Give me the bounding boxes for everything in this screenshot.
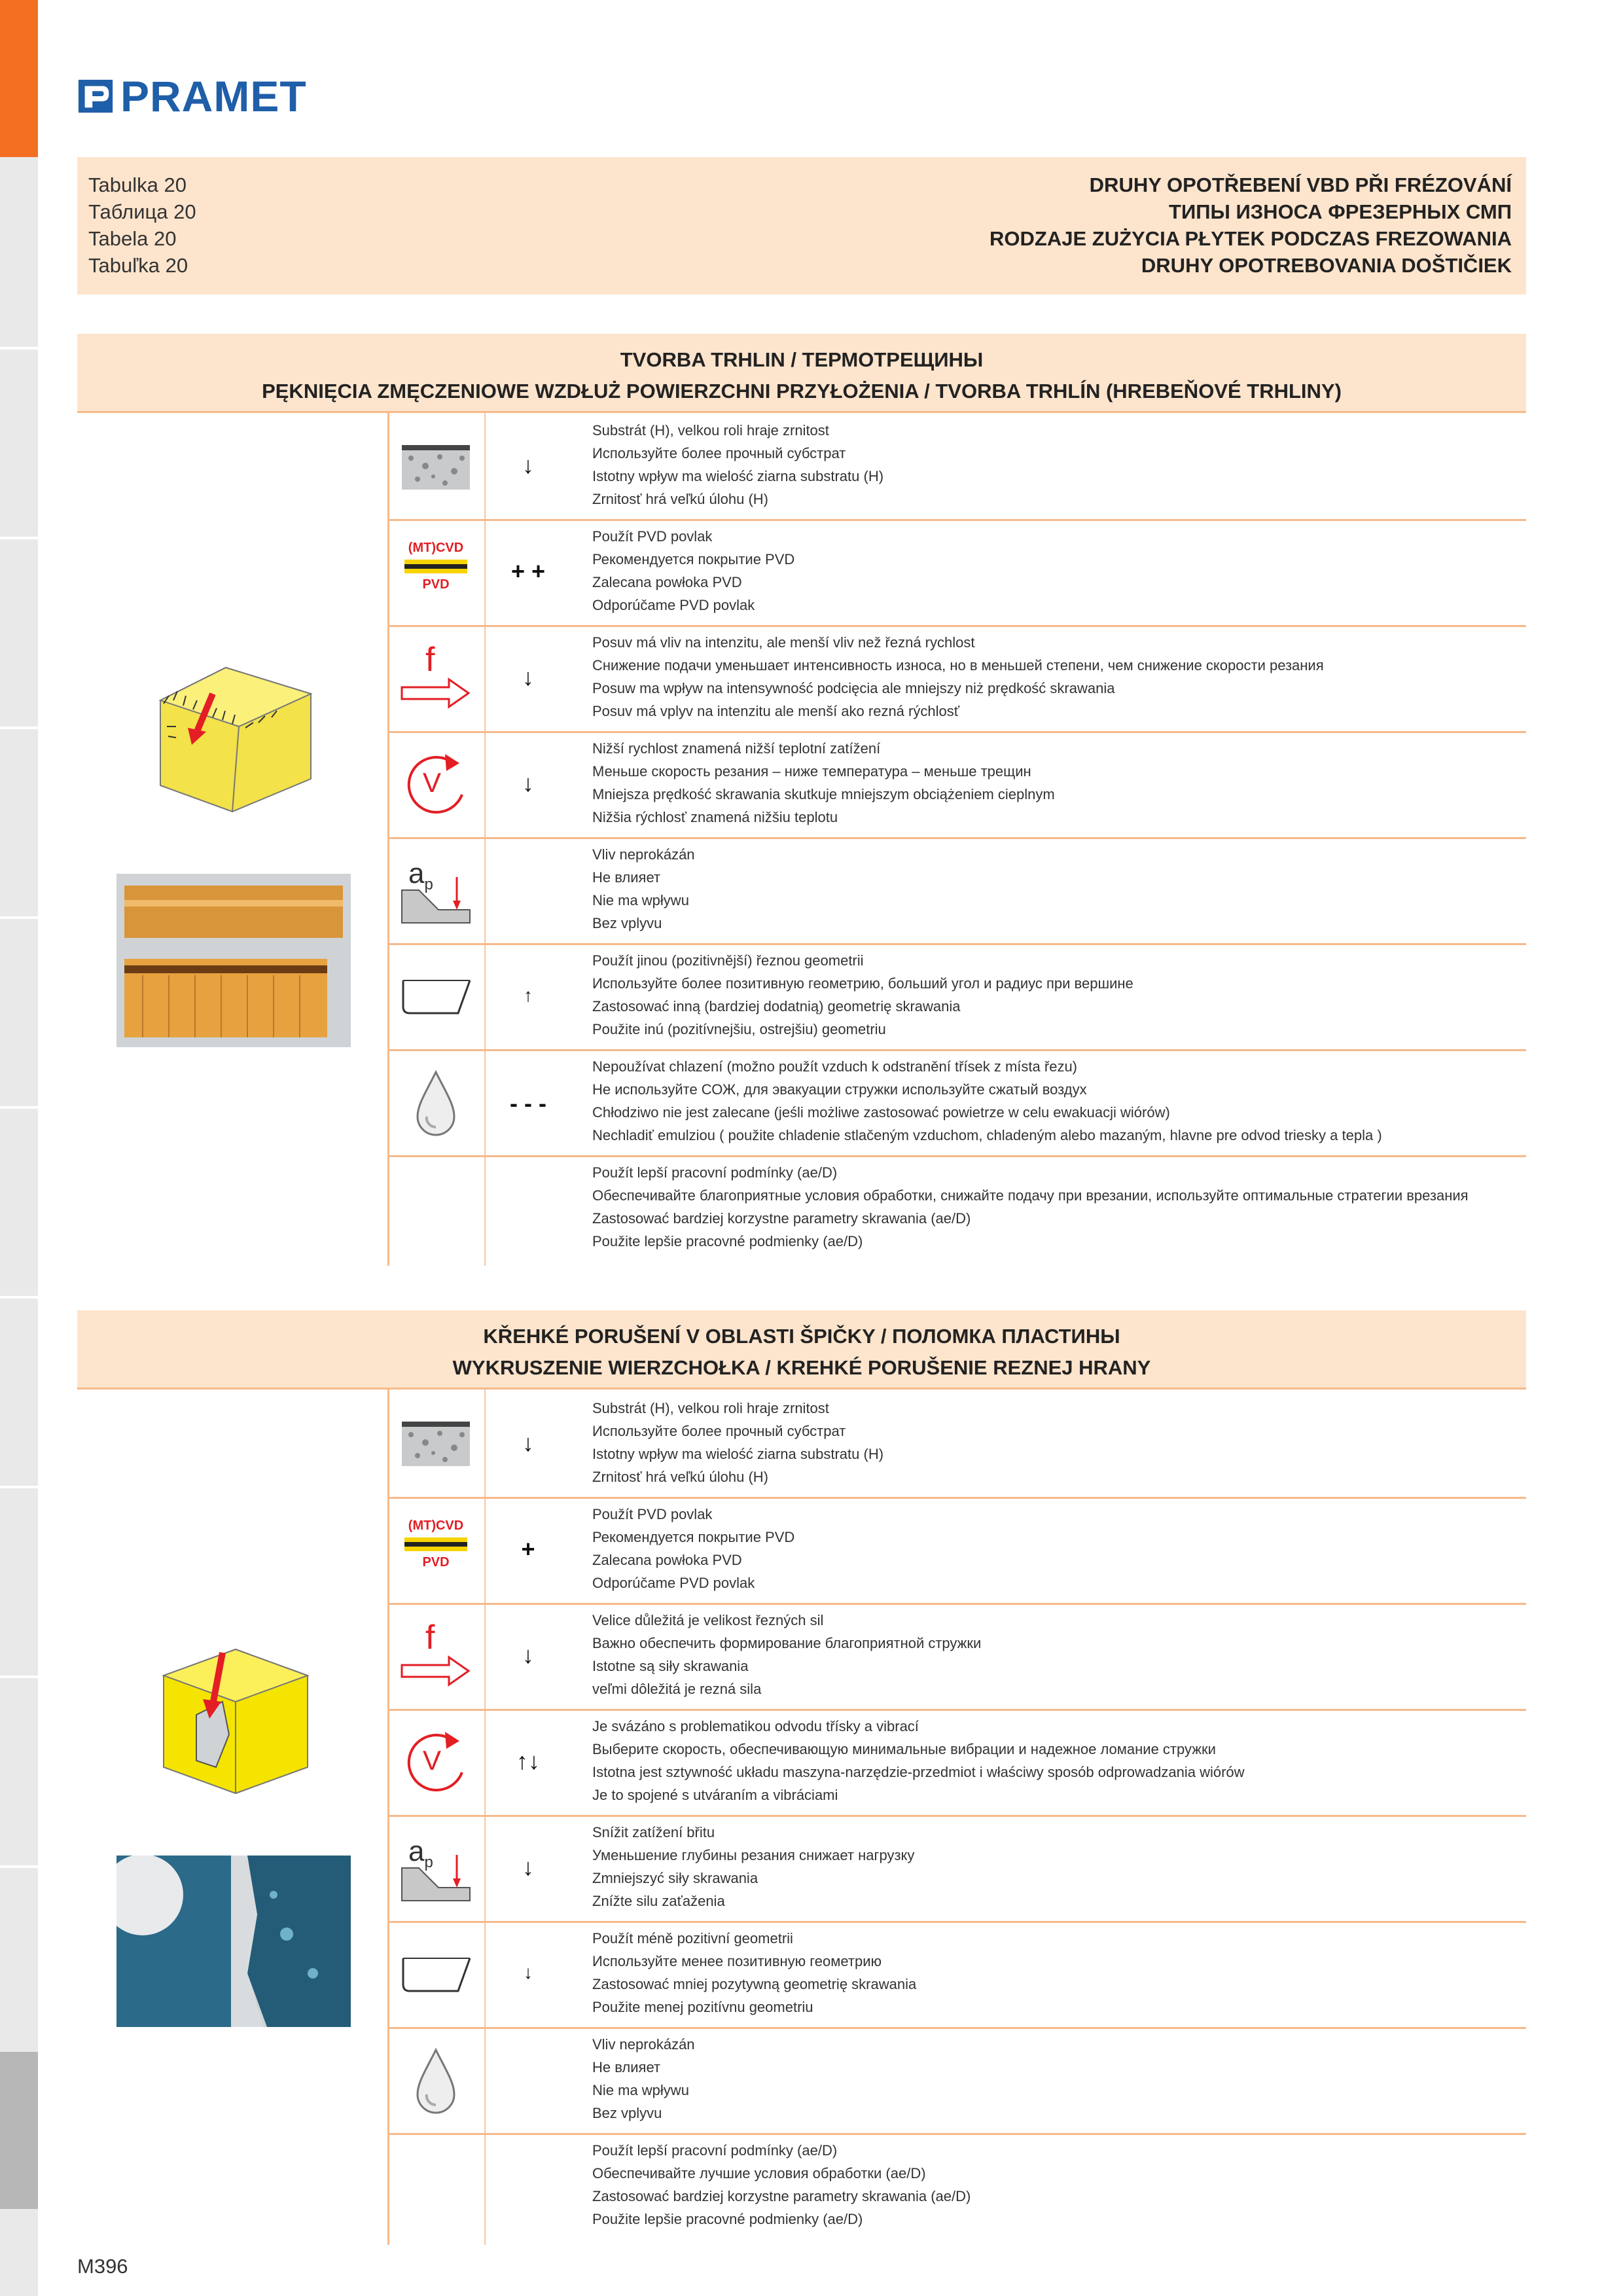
page-title-ru: ТИПЫ ИЗНОСА ФРЕЗЕРНЫХ СМП xyxy=(1169,200,1512,223)
coating-label-pvd: PVD xyxy=(422,577,450,592)
row-text-cs: Velice důležitá je velikost řezných sil xyxy=(592,1612,824,1628)
speed-label: V xyxy=(423,1745,442,1776)
row-text xyxy=(592,1161,1469,1253)
table-number xyxy=(88,171,196,279)
row-text-sk: Použite lepšie pracovné podmienky (ae/D) xyxy=(592,1233,863,1249)
row-text xyxy=(592,1715,1245,1806)
arrow-right-icon xyxy=(399,677,473,709)
row-text xyxy=(592,949,1133,1041)
row-divider xyxy=(387,1049,1526,1051)
row-text-sk: Posuv má vplyv na intenzitu ale menší ako rezná rýchlosť xyxy=(592,703,959,719)
row-text xyxy=(592,631,1324,723)
recommendation-symbol: + + xyxy=(510,558,546,584)
row-text-cs: Substrát (H), velkou roli hraje zrnitost xyxy=(592,422,829,439)
row-text-sk: Bez vplyvu xyxy=(592,915,662,931)
coating-label-cvd: (MT)CVD xyxy=(408,541,464,555)
table-column-divider xyxy=(484,412,486,1266)
side-divider xyxy=(0,347,38,350)
recommendation-symbol: ↓ xyxy=(522,1854,534,1880)
row-text-pl: Zastosować bardziej korzystne parametry skrawania (ae/D) xyxy=(592,2188,971,2204)
side-divider xyxy=(0,1486,38,1488)
row-text-sk: Použite menej pozitívnu geometriu xyxy=(592,1999,813,2015)
row-text-cs: Použít lepší pracovní podmínky (ae/D) xyxy=(592,2142,838,2159)
row-text-cs: Použít lepší pracovní podmínky (ae/D) xyxy=(592,1164,838,1181)
row-text xyxy=(592,1821,914,1912)
row-divider xyxy=(387,2133,1526,2135)
row-text xyxy=(592,2033,695,2125)
page-title-sk: DRUHY OPOTREBOVANIA DOŠTIČIEK xyxy=(1141,254,1512,277)
depth-of-cut-icon xyxy=(399,1829,473,1902)
depth-label: a xyxy=(408,857,425,889)
section-title: KŘEHKÉ PORUŠENÍ V OBLASTI ŠPIČKY / ПОЛОМКА ПЛАСТИНЫ xyxy=(483,1325,1120,1348)
page-title xyxy=(990,171,1512,279)
row-text-pl: Nie ma wpływu xyxy=(592,2082,689,2098)
substrate-grain-icon xyxy=(399,432,473,505)
row-text-cs: Použít méně pozitivní geometrii xyxy=(592,1930,793,1946)
row-text-ru: Используйте менее позитивную геометрию xyxy=(592,1953,882,1969)
row-text-sk: Je to spojené s utváraním a vibráciami xyxy=(592,1787,838,1803)
row-text xyxy=(592,1503,794,1594)
row-text xyxy=(592,525,794,617)
row-text-cs: Vliv neprokázán xyxy=(592,2036,695,2053)
row-text-cs: Posuv má vliv na intenzitu, ale menší vliv než řezná rychlost xyxy=(592,634,975,651)
row-text xyxy=(592,1927,916,2018)
row-text-sk: veľmi dôležitá je rezná sila xyxy=(592,1681,762,1697)
row-text-pl: Zalecana powłoka PVD xyxy=(592,1552,742,1568)
recommendation-symbol: ↓ xyxy=(522,770,534,797)
row-text-cs: Nižší rychlost znamená nižší teplotní zatížení xyxy=(592,740,881,757)
brand-name: PRAMET xyxy=(120,72,307,120)
table-number-ru: Таблица 20 xyxy=(88,200,196,223)
section-subtitle: WYKRUSZENIE WIERZCHOŁKA / KREHKÉ PORUŠENIE REZNEJ HRANY xyxy=(452,1356,1151,1379)
row-text-ru: Не используйте СОЖ, для эвакуации стружки используйте сжатый воздух xyxy=(592,1081,1087,1098)
brand-logo xyxy=(77,73,307,119)
table-number-sk: Tabuľka 20 xyxy=(88,254,188,277)
recommendation-symbol: ↑ xyxy=(524,985,533,1005)
table-column-divider xyxy=(484,1389,486,2245)
recommendation-symbol: - - - xyxy=(510,1090,546,1117)
divider xyxy=(77,1388,1526,1390)
row-text-sk: Odporúčame PVD povlak xyxy=(592,597,755,613)
table-left-border xyxy=(387,412,389,1266)
row-divider xyxy=(387,1155,1526,1157)
section-title-band xyxy=(77,334,1526,411)
coolant-drop-icon xyxy=(399,2045,473,2118)
edge-chipping-photo xyxy=(116,1856,351,2027)
row-divider xyxy=(387,837,1526,839)
row-text-cs: Snížit zatížení břitu xyxy=(592,1824,715,1840)
row-divider xyxy=(387,1921,1526,1923)
geometry-icon xyxy=(399,1939,473,2012)
row-text-cs: Nepoužívat chlazení (možno použít vzduch k odstranění třísek z místa řezu) xyxy=(592,1058,1078,1075)
row-text-pl: Mniejsza prędkość skrawania skutkuje mniejszym obciążeniem cieplnym xyxy=(592,786,1055,802)
side-divider xyxy=(0,916,38,919)
depth-sub-label: p xyxy=(424,875,433,893)
coating-pvd-icon xyxy=(399,537,473,610)
side-tab-section xyxy=(0,2052,38,2209)
row-text-sk: Použite lepšie pracovné podmienky (ae/D) xyxy=(592,2211,863,2227)
row-text-ru: Обеспечивайте благоприятные условия обработки, снижайте подачу при врезании, используйте оптимальные стратегии врезания xyxy=(592,1187,1469,1204)
section-title: TVORBA TRHLIN / ТЕРМОТРЕЩИНЫ xyxy=(620,348,984,371)
divider xyxy=(77,411,1526,413)
row-divider xyxy=(387,943,1526,945)
side-tab-active xyxy=(0,0,38,157)
row-divider xyxy=(387,1709,1526,1711)
row-text-cs: Vliv neprokázán xyxy=(592,846,695,863)
row-text-sk: Použite inú (pozitívnejšiu, ostrejšiu) geometriu xyxy=(592,1021,886,1037)
row-divider xyxy=(387,731,1526,733)
row-text xyxy=(592,1397,883,1488)
logo-mark-icon xyxy=(77,77,115,115)
row-text-ru: Рекомендуется покрытие PVD xyxy=(592,1529,795,1545)
row-text xyxy=(592,1609,981,1700)
speed-label: V xyxy=(423,767,442,798)
recommendation-symbol: ↑↓ xyxy=(516,1748,540,1774)
recommendation-symbol: + xyxy=(521,1535,535,1562)
row-divider xyxy=(387,2027,1526,2029)
row-text-pl: Zastosować inną (bardziej dodatnią) geometrię skrawania xyxy=(592,998,961,1014)
arrow-right-icon xyxy=(399,1655,473,1687)
thermal-cracks-insert-illustration xyxy=(147,655,324,818)
row-text-ru: Важно обеспечить формирование благоприятной стружки xyxy=(592,1635,982,1651)
row-text-sk: Odporúčame PVD povlak xyxy=(592,1575,755,1591)
row-text-ru: Выберите скорость, обеспечивающую минимальные вибрации и надежное ломание стружки xyxy=(592,1741,1216,1757)
row-text-ru: Используйте более прочный субстрат xyxy=(592,445,846,461)
recommendation-symbol: ↓ xyxy=(522,452,534,478)
feed-rate-icon xyxy=(399,1621,473,1694)
page-number: M396 xyxy=(77,2255,128,2278)
row-text-ru: Используйте более позитивную геометрию, больший угол и радиус при вершине xyxy=(592,975,1133,992)
cutting-speed-icon xyxy=(399,1727,473,1800)
side-divider xyxy=(0,1865,38,1868)
row-divider xyxy=(387,1497,1526,1499)
row-text-cs: Použít PVD povlak xyxy=(592,528,713,545)
row-text-pl: Istotny wpływ ma wielość ziarna substratu (H) xyxy=(592,1446,884,1462)
row-text-ru: Не влияет xyxy=(592,869,661,886)
row-text-ru: Используйте более прочный субстрат xyxy=(592,1423,846,1439)
row-text-ru: Снижение подачи уменьшает интенсивность износа, но в меньшей степени, чем снижение скорости резания xyxy=(592,657,1324,673)
recommendation-symbol: ↓ xyxy=(522,664,534,691)
section-title-band xyxy=(77,1310,1526,1388)
row-text xyxy=(592,419,883,511)
section-subtitle: PĘKNIĘCIA ZMĘCZENIOWE WZDŁUŻ POWIERZCHNI PRZYŁOŻENIA / TVORBA TRHLÍN (HREBEŇOVÉ TRHLINY) xyxy=(262,380,1342,403)
row-text-ru: Обеспечивайте лучшие условия обработки (ae/D) xyxy=(592,2165,926,2181)
row-text-cs: Použít jinou (pozitivnější) řeznou geometrii xyxy=(592,952,864,969)
row-text xyxy=(592,2139,971,2231)
table-number-cs: Tabulka 20 xyxy=(88,173,187,196)
row-text-sk: Nižšia rýchlosť znamená nižšiu teplotu xyxy=(592,809,838,825)
table-number-pl: Tabela 20 xyxy=(88,227,177,250)
feed-rate-icon xyxy=(399,643,473,716)
row-text-pl: Zalecana powłoka PVD xyxy=(592,574,742,590)
side-divider xyxy=(0,1296,38,1299)
depth-sub-label: p xyxy=(424,1853,433,1871)
edge-chipping-insert-illustration xyxy=(151,1636,321,1806)
recommendation-symbol: ↓ xyxy=(522,1641,534,1668)
row-divider xyxy=(387,519,1526,521)
page-title-pl: RODZAJE ZUŻYCIA PŁYTEK PODCZAS FREZOWANIA xyxy=(990,227,1512,250)
row-text-pl: Zmniejszyć siły skrawania xyxy=(592,1870,758,1886)
row-text xyxy=(592,1055,1382,1147)
row-text-pl: Posuw ma wpływ na intensywność podcięcia ale mniejszy niż prędkość skrawania xyxy=(592,680,1115,696)
side-tab-strip xyxy=(0,0,38,2296)
row-text-cs: Substrát (H), velkou roli hraje zrnitost xyxy=(592,1400,829,1416)
row-divider xyxy=(387,625,1526,627)
row-text-pl: Istotne są siły skrawania xyxy=(592,1658,749,1674)
row-text-sk: Znížte silu zaťaženia xyxy=(592,1893,725,1909)
side-divider xyxy=(0,1676,38,1678)
row-text-pl: Istotny wpływ ma wielość ziarna substratu (H) xyxy=(592,468,884,484)
feed-label: f xyxy=(425,1619,435,1657)
row-text-pl: Chłodziwo nie jest zalecane (jeśli możliwe zastosować powietrze w celu ewakuacji wiórów) xyxy=(592,1104,1170,1121)
row-text-sk: Zrnitosť hrá veľkú úlohu (H) xyxy=(592,1469,768,1485)
feed-label: f xyxy=(425,641,435,679)
row-text xyxy=(592,843,695,935)
substrate-grain-icon xyxy=(399,1408,473,1482)
row-text xyxy=(592,737,1055,829)
thermal-cracks-photo xyxy=(116,874,351,1047)
page-title-cs: DRUHY OPOTŘEBENÍ VBD PŘI FRÉZOVÁNÍ xyxy=(1089,173,1512,196)
row-text-ru: Рекомендуется покрытие PVD xyxy=(592,551,795,567)
row-text-pl: Zastosować bardziej korzystne parametry skrawania (ae/D) xyxy=(592,1210,971,1227)
row-text-ru: Меньше скорость резания – ниже температура – меньше трещин xyxy=(592,763,1031,780)
row-divider xyxy=(387,1815,1526,1817)
row-text-pl: Zastosować mniej pozytywną geometrię skrawania xyxy=(592,1976,917,1992)
depth-label: a xyxy=(408,1835,425,1867)
recommendation-symbol: ↓ xyxy=(522,1429,534,1456)
row-text-cs: Je svázáno s problematikou odvodu třísky a vibrací xyxy=(592,1718,919,1734)
geometry-icon xyxy=(399,961,473,1034)
row-text-sk: Bez vplyvu xyxy=(592,2105,662,2121)
row-text-pl: Nie ma wpływu xyxy=(592,892,689,908)
depth-of-cut-icon xyxy=(399,851,473,924)
coolant-drop-icon xyxy=(399,1067,473,1140)
side-divider xyxy=(0,726,38,729)
cutting-speed-icon xyxy=(399,749,473,822)
row-text-pl: Istotna jest sztywność układu maszyna-narzędzie-przedmiot i właściwy sposób odprowadzania wiórów xyxy=(592,1764,1245,1780)
row-text-ru: Не влияет xyxy=(592,2059,661,2075)
row-text-cs: Použít PVD povlak xyxy=(592,1506,713,1522)
table-left-border xyxy=(387,1389,389,2245)
side-divider xyxy=(0,1106,38,1109)
row-text-sk: Zrnitosť hrá veľkú úlohu (H) xyxy=(592,491,768,507)
side-divider xyxy=(0,537,38,539)
recommendation-symbol: ↓ xyxy=(524,1962,533,1982)
coating-label-cvd: (MT)CVD xyxy=(408,1518,464,1533)
coating-pvd-icon xyxy=(399,1515,473,1588)
coating-label-pvd: PVD xyxy=(422,1555,450,1570)
row-text-ru: Уменьшение глубины резания снижает нагрузку xyxy=(592,1847,915,1863)
row-text-sk: Nechladiť emulziou ( použite chladenie stlačeným vzduchom, chladeným alebo mazaným, hlavne pre odvod triesky a tepla ) xyxy=(592,1127,1382,1143)
row-divider xyxy=(387,1603,1526,1605)
